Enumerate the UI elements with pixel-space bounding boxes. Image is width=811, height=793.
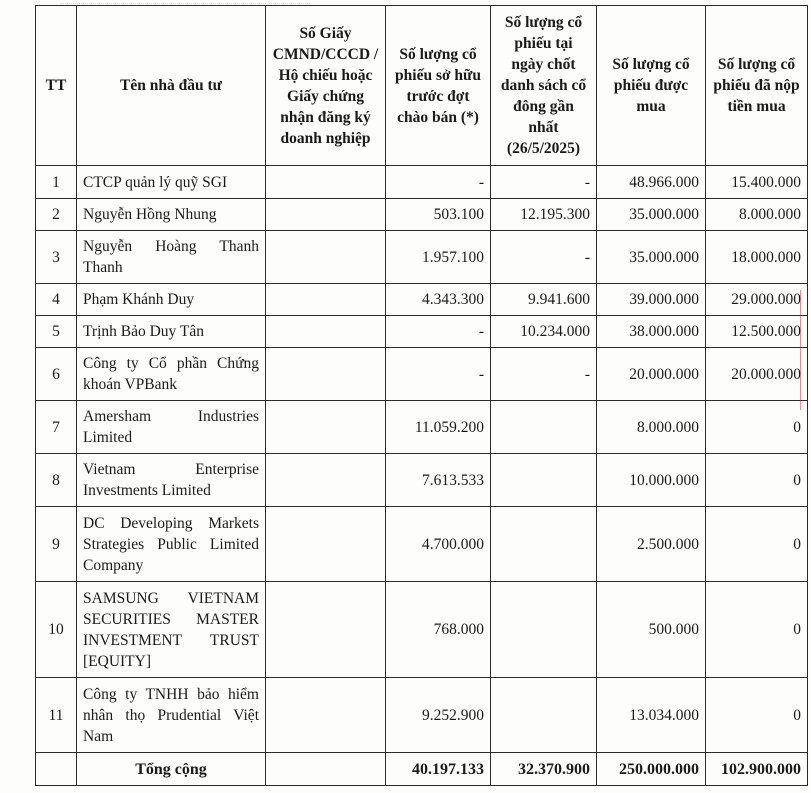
cell-shares-before-offer: 768.000 [386, 582, 491, 678]
cell-tt: 3 [36, 231, 77, 284]
cell-tt: 11 [36, 678, 77, 753]
cell-investor-name: Amersham Industries Limited [77, 401, 266, 454]
table-row [36, 401, 808, 454]
header-shares-at-record-date: Số lượng cổ phiếu tại ngày chốt danh sách cổ đông gần nhất (26/5/2025) [491, 6, 597, 166]
cell-shares-bought: 8.000.000 [597, 401, 706, 454]
cell-id-document [266, 582, 386, 678]
cell-shares-at-record-date: 10.234.000 [491, 316, 597, 348]
cell-shares-before-offer: 11.059.200 [386, 401, 491, 454]
cell-id-document [266, 678, 386, 753]
cell-shares-paid: 0 [706, 507, 808, 582]
cell-id-document [266, 348, 386, 401]
cell-shares-before-offer: 1.957.100 [386, 231, 491, 284]
cell-tt: 6 [36, 348, 77, 401]
table-row [36, 231, 808, 284]
table-row [36, 316, 808, 348]
table-row [36, 582, 808, 678]
cell-shares-paid: 8.000.000 [706, 199, 808, 231]
header-shares-paid: Số lượng cổ phiếu đã nộp tiền mua [706, 6, 808, 166]
cell-investor-name: Nguyễn Hồng Nhung [77, 199, 266, 231]
cell-id-document [266, 284, 386, 316]
cell-tt: 5 [36, 316, 77, 348]
cell-shares-at-record-date [491, 507, 597, 582]
header-tt: TT [36, 6, 77, 166]
cell-tt: 10 [36, 582, 77, 678]
header-shares-bought: Số lượng cổ phiếu được mua [597, 6, 706, 166]
total-shares-before-offer: 40.197.133 [386, 753, 491, 786]
cell-investor-name: CTCP quản lý quỹ SGI [77, 166, 266, 199]
total-shares-bought: 250.000.000 [597, 753, 706, 786]
cell-id-document [266, 199, 386, 231]
cell-shares-bought: 500.000 [597, 582, 706, 678]
cell-id-document [266, 507, 386, 582]
cell-shares-paid: 20.000.000 [706, 348, 808, 401]
table-row [36, 454, 808, 507]
table-row [36, 348, 808, 401]
table-row [36, 166, 808, 199]
cell-shares-bought: 35.000.000 [597, 199, 706, 231]
cell-investor-name: Nguyễn Hoàng Thanh Thanh [77, 231, 266, 284]
cell-shares-bought: 10.000.000 [597, 454, 706, 507]
cell-shares-bought: 2.500.000 [597, 507, 706, 582]
cell-tt: 8 [36, 454, 77, 507]
cell-tt: 1 [36, 166, 77, 199]
cell-shares-bought: 39.000.000 [597, 284, 706, 316]
table-row [36, 507, 808, 582]
cell-shares-paid: 12.500.000 [706, 316, 808, 348]
cell-shares-at-record-date: 12.195.300 [491, 199, 597, 231]
cell-tt-empty [36, 753, 77, 786]
cell-investor-name: Công ty Cổ phần Chứng khoán VPBank [77, 348, 266, 401]
cell-shares-paid: 15.400.000 [706, 166, 808, 199]
cell-investor-name: Công ty TNHH bảo hiểm nhân thọ Prudential Việt Nam [77, 678, 266, 753]
cell-shares-before-offer: 4.700.000 [386, 507, 491, 582]
header-investor-name: Tên nhà đầu tư [77, 6, 266, 166]
header-shares-before-offer: Số lượng cổ phiếu sở hữu trước đợt chào bán (*) [386, 6, 491, 166]
cell-investor-name: SAMSUNG VIETNAM SECURITIES MASTER INVESTMENT TRUST [EQUITY] [77, 582, 266, 678]
cell-shares-paid: 0 [706, 401, 808, 454]
investor-share-table [35, 5, 808, 786]
cell-shares-at-record-date [491, 678, 597, 753]
cell-shares-bought: 35.000.000 [597, 231, 706, 284]
cell-shares-bought: 48.966.000 [597, 166, 706, 199]
cell-shares-at-record-date [491, 582, 597, 678]
cell-investor-name: Vietnam Enterprise Investments Limited [77, 454, 266, 507]
cell-shares-before-offer: 503.100 [386, 199, 491, 231]
cropped-text-above-table [60, 0, 310, 4]
cell-id-document [266, 316, 386, 348]
cell-shares-before-offer: 4.343.300 [386, 284, 491, 316]
cell-shares-before-offer: - [386, 348, 491, 401]
cell-id-document-empty [266, 753, 386, 786]
cell-id-document [266, 231, 386, 284]
cell-shares-paid: 0 [706, 454, 808, 507]
cell-shares-at-record-date: - [491, 348, 597, 401]
total-row [36, 753, 808, 786]
cell-tt: 9 [36, 507, 77, 582]
cell-shares-before-offer: 9.252.900 [386, 678, 491, 753]
cell-shares-before-offer: - [386, 316, 491, 348]
cell-id-document [266, 454, 386, 507]
cell-tt: 7 [36, 401, 77, 454]
cell-id-document [266, 401, 386, 454]
table-header-row [36, 6, 808, 166]
cell-shares-bought: 38.000.000 [597, 316, 706, 348]
table-row [36, 199, 808, 231]
cell-shares-paid: 0 [706, 678, 808, 753]
cell-shares-at-record-date [491, 454, 597, 507]
cell-shares-paid: 0 [706, 582, 808, 678]
cell-shares-at-record-date: - [491, 166, 597, 199]
table-body [36, 166, 808, 786]
cell-shares-at-record-date: - [491, 231, 597, 284]
red-stamp-fragment [800, 290, 811, 410]
cell-tt: 4 [36, 284, 77, 316]
cell-investor-name: Phạm Khánh Duy [77, 284, 266, 316]
cell-id-document [266, 166, 386, 199]
table-row [36, 284, 808, 316]
cell-shares-paid: 29.000.000 [706, 284, 808, 316]
cell-shares-bought: 13.034.000 [597, 678, 706, 753]
cell-investor-name: DC Developing Markets Strategies Public Limited Company [77, 507, 266, 582]
table-row [36, 678, 808, 753]
cell-tt: 2 [36, 199, 77, 231]
cell-shares-at-record-date [491, 401, 597, 454]
cell-shares-at-record-date: 9.941.600 [491, 284, 597, 316]
total-shares-paid: 102.900.000 [706, 753, 808, 786]
total-label: Tổng cộng [77, 753, 266, 786]
total-shares-at-record-date: 32.370.900 [491, 753, 597, 786]
cell-shares-bought: 20.000.000 [597, 348, 706, 401]
cell-investor-name: Trịnh Bảo Duy Tân [77, 316, 266, 348]
cell-shares-before-offer: 7.613.533 [386, 454, 491, 507]
header-id-document: Số Giấy CMND/CCCD / Hộ chiếu hoặc Giấy chứng nhận đăng ký doanh nghiệp [266, 6, 386, 166]
cell-shares-before-offer: - [386, 166, 491, 199]
cell-shares-paid: 18.000.000 [706, 231, 808, 284]
